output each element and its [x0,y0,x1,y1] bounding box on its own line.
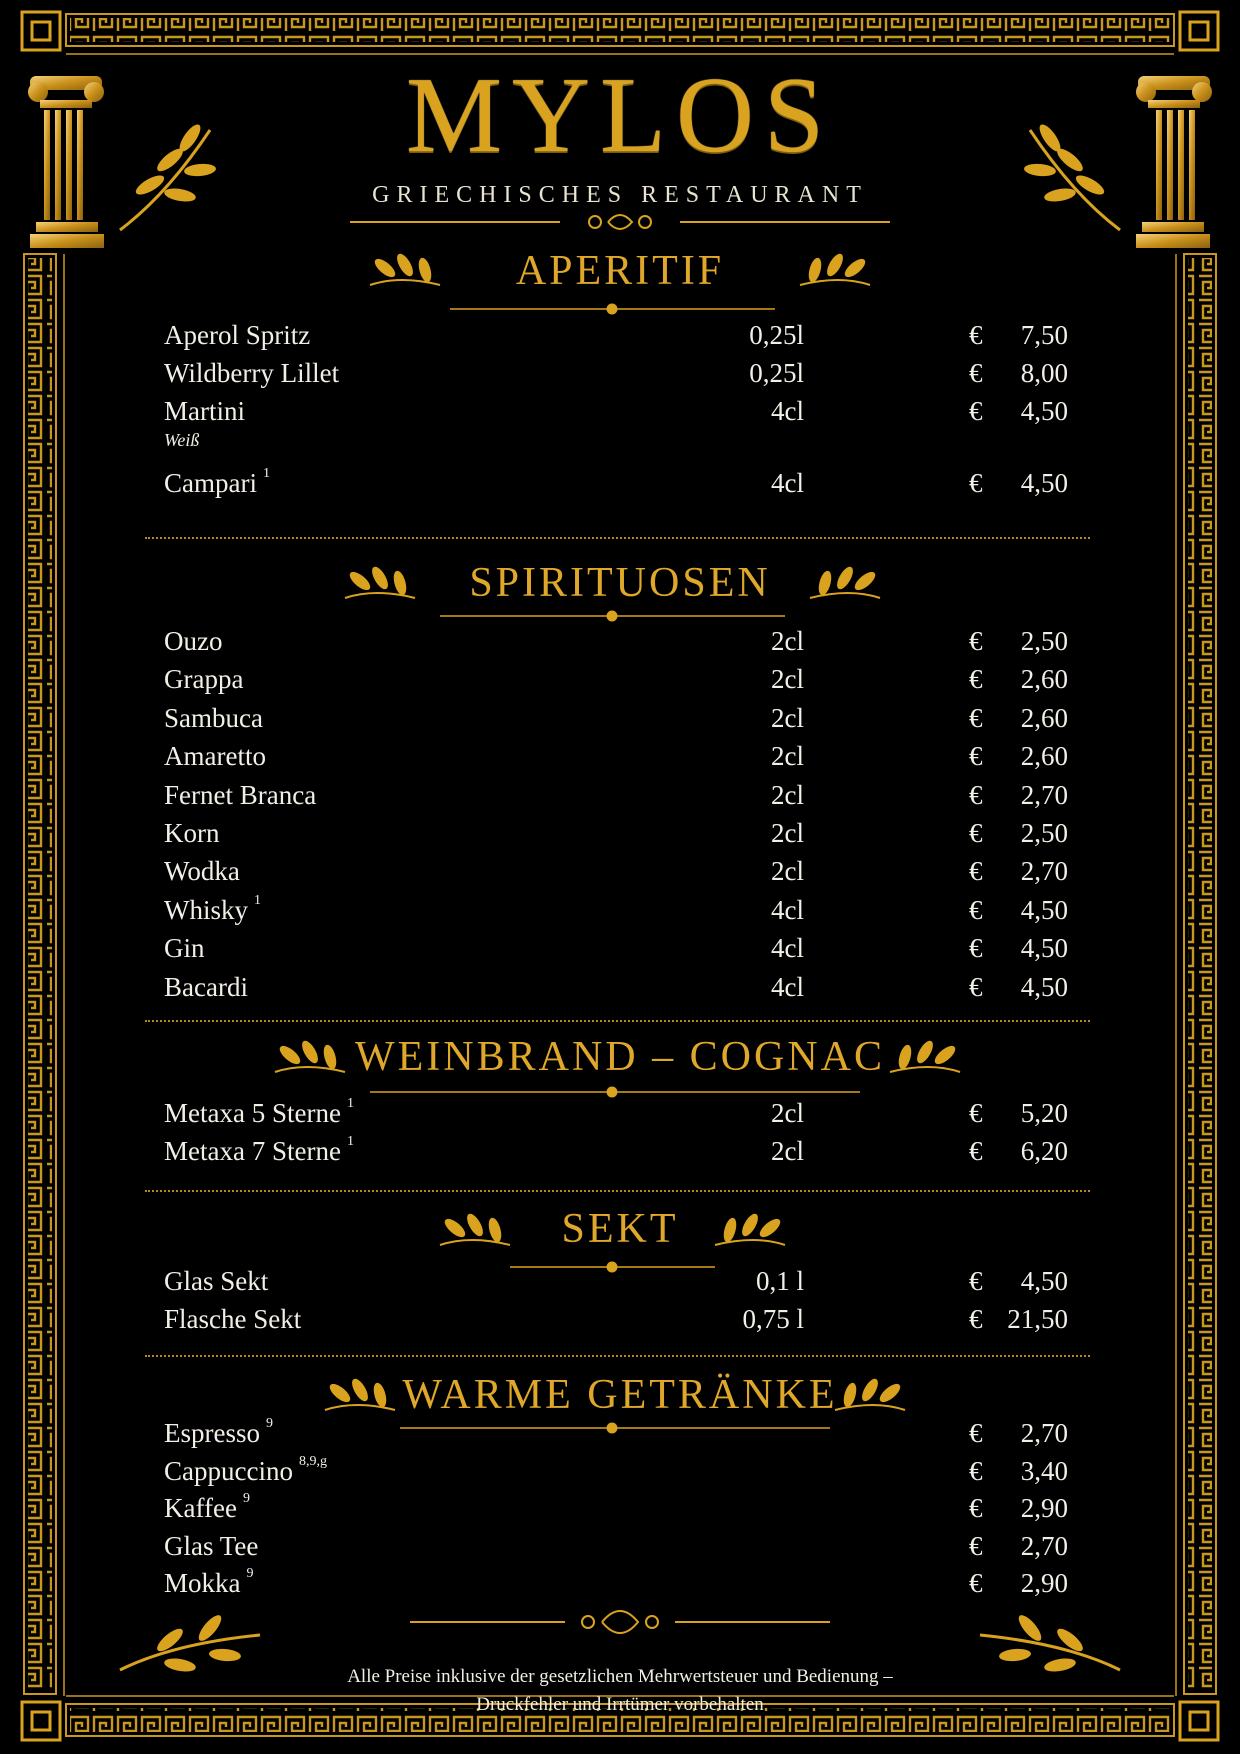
item-name-text: Wodka [164,856,240,887]
menu-item [164,1493,1074,1529]
item-name-text: Metaxa 7 Sterne [164,1136,341,1166]
section-title: APERITIF [515,248,725,294]
item-name-text: Amaretto [164,741,266,772]
item-name-text: Ouzo [164,626,223,656]
allergen-footnote: 1 [254,892,261,908]
item-name [164,396,245,427]
allergen-footnote: 1 [346,1096,354,1111]
item-name-text: Flasche Sekt [164,1304,302,1334]
item-name [164,1266,268,1297]
item-name-text: Glas Tee [164,1530,259,1561]
menu-item [164,1098,1074,1134]
item-price: 2,50 [1020,818,1068,848]
item-price: 3,40 [1020,1455,1068,1486]
item-price: 21,50 [1007,1304,1068,1334]
section-title: WEINBRAND – COGNAC [355,1034,885,1080]
item-name-text: Sambuca [164,702,263,733]
allergen-footnote: 9 [246,1566,254,1581]
item-name-text: Wildberry Lillet [164,358,340,388]
item-volume: 4cl [771,468,804,498]
item-volume: 2cl [771,818,804,848]
menu-item [164,396,1074,432]
item-volume: 0,1 l [755,1266,804,1296]
menu-item [164,664,1074,700]
item-name [164,703,263,734]
currency-symbol: € [969,320,983,350]
dotted-divider [145,1020,1090,1022]
menu-item [164,1568,1074,1604]
menu-item [164,358,1074,394]
menu-item [164,703,1074,739]
item-name [164,780,316,811]
dotted-divider [145,1190,1090,1192]
allergen-footnote: 9 [242,1491,250,1506]
brand-header [0,56,1240,209]
item-name [164,892,261,926]
currency-symbol: € [969,626,983,656]
item-name [164,1418,273,1449]
dotted-divider [145,1355,1090,1357]
item-name-text: Korn [164,818,220,848]
item-name-text: Martini [164,396,245,426]
item-name-text: Cappuccino [164,1455,293,1486]
menu-item [164,1266,1074,1302]
currency-symbol: € [969,664,983,695]
currency-symbol: € [969,468,983,498]
currency-symbol: € [969,971,983,1002]
item-price: 4,50 [1020,468,1068,498]
item-volume: 0,25l [749,320,804,350]
footer-line-1: Alle Preise inklusive der gesetzlichen Mehrwertsteuer und Bedienung – [347,1666,893,1687]
footer-note [0,1663,1240,1719]
item-name [164,818,220,849]
menu-item [164,1418,1074,1454]
item-price: 6,20 [1020,1136,1068,1166]
item-price: 2,70 [1020,1530,1068,1561]
item-price: 4,50 [1020,894,1068,925]
item-volume: 2cl [771,664,804,695]
item-volume: 2cl [771,1098,804,1128]
currency-symbol: € [969,1568,983,1598]
menu-item [164,780,1074,816]
item-price: 2,70 [1020,856,1068,887]
item-name [164,1568,254,1599]
item-name-text: Glas Sekt [164,1266,269,1296]
currency-symbol: € [969,1266,983,1296]
item-price: 8,00 [1020,358,1068,388]
item-price: 2,60 [1020,664,1068,695]
menu-item [164,741,1074,777]
item-name [164,741,266,772]
currency-symbol: € [969,1418,983,1448]
currency-symbol: € [969,396,983,426]
allergen-footnote: 1 [346,1134,354,1149]
currency-symbol: € [969,856,983,887]
item-name-text: Whisky [164,894,248,925]
item-name-text: Campari [164,468,257,498]
allergen-footnote: 1 [262,466,270,481]
item-name [164,468,270,499]
menu-item [164,892,1074,931]
item-volume: 4cl [771,894,804,925]
item-volume: 2cl [771,856,804,887]
item-name [164,1304,301,1335]
currency-symbol: € [969,1304,983,1334]
currency-symbol: € [969,779,983,810]
currency-symbol: € [969,1136,983,1166]
item-name [164,1493,250,1524]
item-name [164,1453,327,1487]
item-volume: 4cl [771,396,804,426]
currency-symbol: € [969,702,983,733]
item-name [164,1098,354,1129]
currency-symbol: € [969,358,983,388]
restaurant-name: MYLOS [405,56,835,175]
allergen-footnote: 8,9,g [298,1453,327,1469]
item-price: 2,60 [1020,702,1068,733]
item-price: 2,50 [1020,626,1068,656]
item-name-text: Bacardi [164,971,248,1002]
item-name-text: Kaffee [164,1493,237,1523]
item-name-text: Mokka [164,1568,241,1598]
currency-symbol: € [969,1493,983,1523]
item-name-text: Metaxa 5 Sterne [164,1098,341,1128]
section-title: SPIRITUOSEN [469,560,771,606]
item-name-text: Grappa [164,664,244,695]
item-name-text: Fernet Branca [164,779,317,810]
currency-symbol: € [969,894,983,925]
item-name [164,972,248,1003]
item-name [164,933,205,964]
item-name [164,664,243,695]
item-name [164,856,240,887]
item-volume: 2cl [771,1136,804,1166]
menu-item [164,972,1074,1008]
item-volume: 4cl [771,933,804,964]
section-title: WARME GETRÄNKE [402,1372,838,1418]
item-name [164,358,339,389]
item-price: 7,50 [1020,320,1068,350]
item-price: 2,60 [1020,741,1068,772]
dotted-divider [145,537,1090,539]
menu-item [164,933,1074,969]
item-name-text: Espresso [164,1418,260,1448]
item-price: 4,50 [1020,971,1068,1002]
item-volume: 4cl [771,971,804,1002]
item-name [164,1136,354,1167]
item-volume: 0,75 l [742,1304,804,1334]
menu-item [164,856,1074,892]
item-volume: 2cl [771,779,804,810]
item-note: Weiß [164,430,200,450]
item-name-text: Aperol Spritz [164,320,311,350]
menu-item [164,1453,1074,1492]
item-price: 2,90 [1020,1568,1068,1598]
menu-item [164,1136,1074,1172]
menu-item [164,468,1074,504]
item-price: 4,50 [1020,396,1068,426]
item-price: 2,70 [1020,779,1068,810]
item-volume: 2cl [771,741,804,772]
menu-item [164,1531,1074,1567]
allergen-footnote: 9 [266,1416,273,1431]
menu-item [164,1304,1074,1340]
item-volume: 2cl [771,626,804,656]
item-price: 4,50 [1020,1266,1068,1296]
footer-line-2: Druckfehler und Irrtümer vorbehalten [476,1694,764,1715]
item-price: 5,20 [1020,1098,1068,1128]
item-price: 4,50 [1020,933,1068,964]
item-name [164,626,222,657]
currency-symbol: € [969,933,983,964]
currency-symbol: € [969,741,983,772]
currency-symbol: € [969,1530,983,1561]
section-title: SEKT [561,1206,679,1252]
menu-item [164,818,1074,854]
item-name-text: Gin [164,933,205,964]
item-volume: 2cl [771,702,804,733]
item-price: 2,90 [1020,1493,1068,1523]
item-name [164,1531,258,1562]
item-price: 2,70 [1020,1418,1068,1448]
restaurant-subtitle: GRIECHISCHES RESTAURANT [372,182,868,208]
menu-item [164,320,1074,356]
currency-symbol: € [969,818,983,848]
item-volume: 0,25l [749,358,804,388]
item-name [164,320,310,351]
menu-item [164,626,1074,662]
currency-symbol: € [969,1098,983,1128]
currency-symbol: € [969,1455,983,1486]
